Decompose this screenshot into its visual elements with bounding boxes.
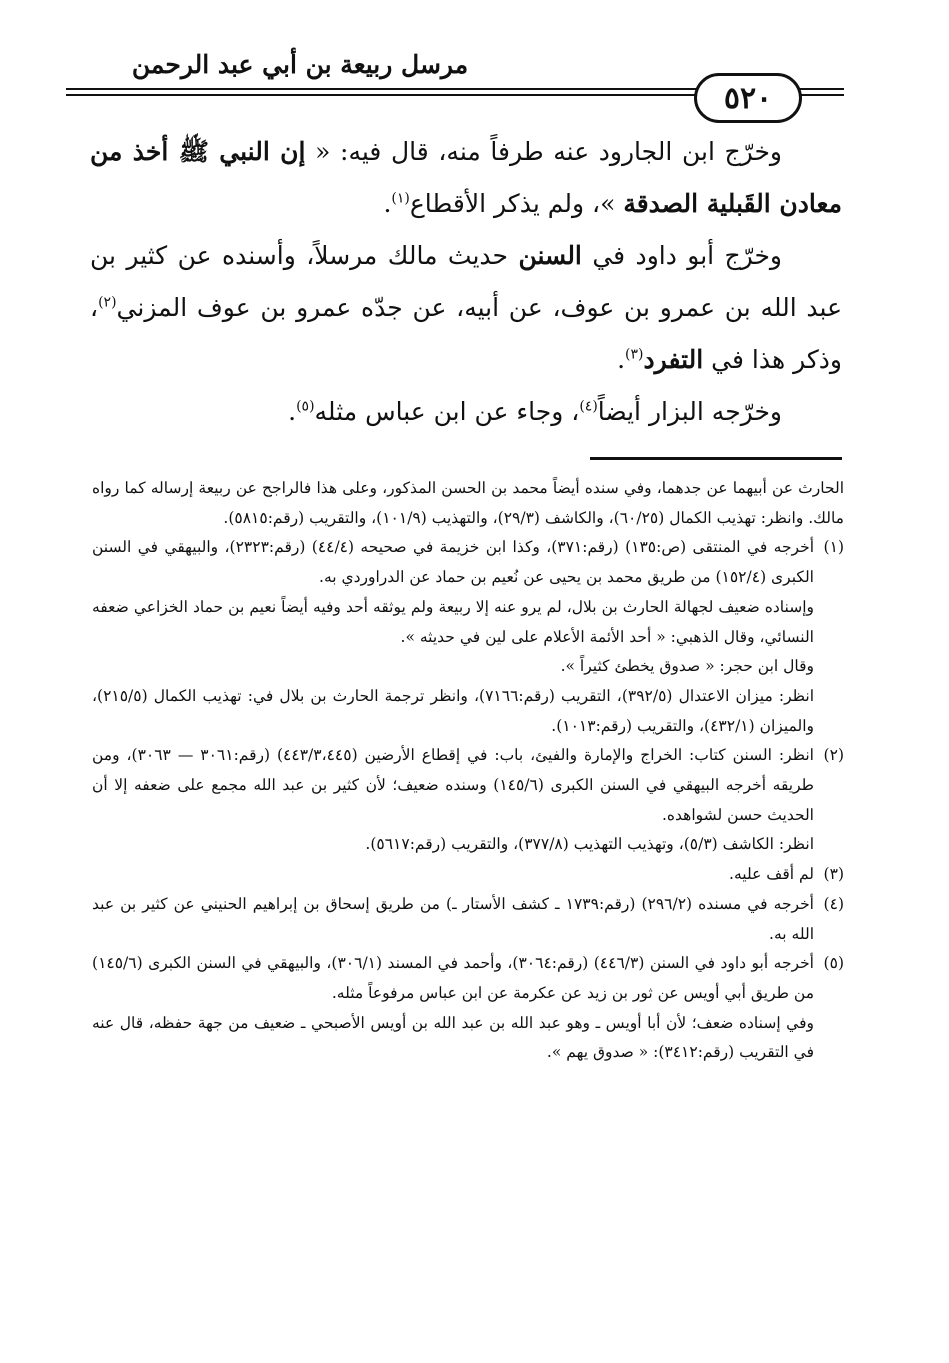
- footnote-text: انظر: السنن كتاب: الخراج والإمارة والفيئ، باب: في إقطاع الأرضين (٤٤٣/٣،٤٤٥) (رقم:٣٠٦١ — ٣٠٦٣)، ومن طريقه أخرجه البيهقي في السنن الكبرى (١٤٥/٦) وسنده ضعيف؛ لأن كثير بن عبد الله مجمع على ضعفه إلا أن الحديث حسن لشواهده.: [92, 746, 814, 824]
- text-run: .: [617, 345, 626, 374]
- footnotes: [92, 474, 844, 1068]
- footnote-text: أخرجه في المنتقى (ص:١٣٥) (رقم:٣٧١)، وكذا ابن خزيمة في صحيحه (٤٤/٤) (رقم:٢٣٢٣)، والبيهقي في السنن الكبرى (١٥٢/٤) من طريق محمد بن يحيى عن نُعيم بن حماد عن الدراوردي به.: [92, 538, 814, 587]
- text-run: وخرّجه البزار أيضاً: [597, 397, 782, 426]
- text-run: ، وذكر هذا في: [90, 293, 842, 374]
- footnote-separator: [590, 457, 842, 460]
- text-run: .: [288, 397, 297, 426]
- footnote-ref-3[interactable]: (٣): [625, 346, 644, 363]
- running-title: مرسل ربيعة بن أبي عبد الرحمن: [131, 50, 469, 79]
- main-paragraph-2: [90, 230, 842, 386]
- footnote-ref-4[interactable]: (٤): [579, 398, 598, 415]
- footnote-text: وإسناده ضعيف لجهالة الحارث بن بلال، لم يرو عنه إلا ربيعة ولم يوثقه أحد وفيه أيضاً نعيم بن حماد الخزاعي ضعفه النسائي، وقال الذهبي: « أحد الأئمة الأعلام على لين في حديثه ».: [92, 597, 814, 646]
- text-run: ، وجاء عن ابن عباس مثله: [314, 397, 580, 426]
- footnote-number: (٣): [823, 865, 844, 884]
- footnote-number: (٥): [823, 954, 844, 973]
- main-paragraph-1: [90, 126, 842, 230]
- text-run: وخرّج ابن الجارود عنه طرفاً منه، قال فيه: «: [305, 137, 782, 166]
- text-run: »، ولم يذكر الأقطاع: [409, 189, 624, 218]
- main-paragraph-3: [90, 386, 842, 438]
- footnote-ref-2[interactable]: (٢): [98, 294, 117, 311]
- footnote-4: [92, 890, 844, 949]
- footnote-ref-5[interactable]: (٥): [296, 398, 315, 415]
- footnote-text: وفي إسناده ضعف؛ لأن أبا أويس ـ وهو عبد الله بن عبد الله بن أويس الأصبحي ـ ضعيف من جهة حفظه، قال عنه في التقريب (رقم:٣٤١٢): « صدوق يهم ».: [92, 1013, 814, 1062]
- footnote-text: لم أقف عليه.: [729, 865, 814, 884]
- book-title: السنن: [518, 241, 582, 270]
- footnote-5: [92, 949, 844, 1068]
- footnote-3: [92, 860, 844, 890]
- footnote-text: انظر: الكاشف (٥/٣)، وتهذيب التهذيب (٣٧٧/٨)، والتقريب (رقم:٥٦١٧).: [365, 835, 814, 854]
- footnote-text: وقال ابن حجر: « صدوق يخطئ كثيراً ».: [560, 657, 814, 676]
- text-run: .: [383, 189, 392, 218]
- main-text: [90, 126, 842, 438]
- text-run: وخرّج أبو داود في: [581, 241, 782, 270]
- footnote-2: [92, 741, 844, 860]
- footnote-number: (١): [823, 538, 844, 557]
- page-number: ٥٢٠: [694, 73, 802, 123]
- footnote-ref-1[interactable]: (١): [391, 190, 410, 207]
- footnote-text: انظر: ميزان الاعتدال (٣٩٢/٥)، التقريب (رقم:٧١٦٦)، وانظر ترجمة الحارث بن بلال في: تهذيب الكمال (٢١٥/٥)، والميزان (٤٣٢/١)، والتقريب (رقم:١٠١٣).: [92, 686, 814, 735]
- footnote-text: أخرجه أبو داود في السنن (٤٤٦/٣) (رقم:٣٠٦٤)، وأحمد في المسند (٣٠٦/١)، والبيهقي في السنن الكبرى (١٤٥/٦) من طريق أبي أويس عن ثور بن زيد عن عكرمة عن ابن عباس مرفوعاً مثله.: [92, 954, 814, 1002]
- footnote-continuation: الحارث عن أبيهما عن جدهما، وفي سنده أيضاً محمد بن الحسن المذكور، وعلى هذا فالراجح عن ربيعة إرساله كما رواه مالك. وانظر: تهذيب الكمال (٦٠/٢٥)، والكاشف (٢٩/٣)، والتهذيب (١٠١/٩)، والتقريب (رقم:٥٨١٥).: [92, 479, 844, 527]
- footnote-1: [92, 533, 844, 741]
- hadith-quote: إن النبي ﷺ أخذ من معادن القَبلية الصدقة: [90, 137, 842, 218]
- footnote-number: (٢): [823, 746, 844, 765]
- footnote-number: (٤): [823, 894, 844, 913]
- text-run: حديث مالك مرسلاً، وأسنده عن كثير بن عبد الله بن عمرو بن عوف، عن أبيه، عن جدّه عمرو بن عوف المزني: [90, 241, 842, 322]
- book-title: التفرد: [643, 345, 704, 374]
- footnote-text: أخرجه في مسنده (٢٩٦/٢) (رقم:١٧٣٩ ـ كشف الأستار ـ) من طريق إسحاق بن إبراهيم الحنيني عن كثير بن عبد الله به.: [92, 894, 814, 943]
